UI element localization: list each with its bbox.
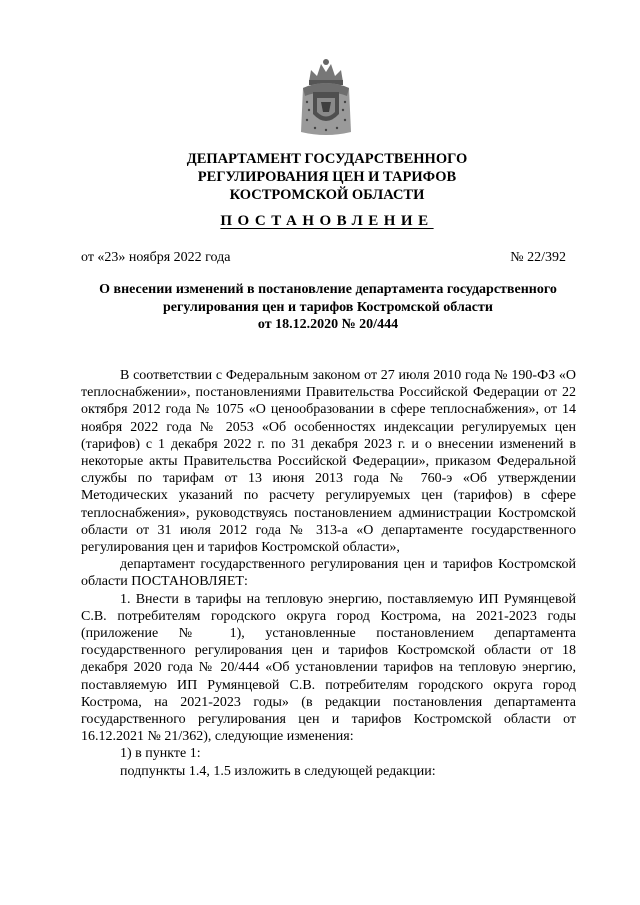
decree-date: от «23» ноября 2022 года: [81, 250, 231, 265]
subject-line-3: от 18.12.2020 № 20/444: [257, 317, 399, 332]
body-paragraph-item-1: 1. Внести в тарифы на тепловую энергию, поставляемую ИП Румянцевой С.В. потребителям городского округа город Кострома, на 2021-2023 годы (приложение № 1), установленные постановлением департамента государственного регулирования цен и тарифов Костромской области от 18 декабря 2020 года № 20/444 «Об установлении тарифов на тепловую энергию, поставляемую ИП Румянцевой С.В. потребителям городского округа город Кострома, на 2021-2023 годы» (в редакции постановления департамента государственного регулирования цен и тарифов Костромской области от 16.12.2021 № 21/362), следующие изменения:: [81, 591, 576, 745]
department-name: [100, 150, 554, 204]
department-line-1: ДЕПАРТАМЕНТ ГОСУДАРСТВЕННОГО: [186, 151, 468, 167]
decree-title: ПОСТАНОВЛЕНИЕ: [220, 213, 434, 229]
subject-line-2: регулирования цен и тарифов Костромской области: [163, 299, 493, 315]
coat-of-arms-icon: [299, 58, 353, 136]
department-line-3: КОСТРОМСКОЙ ОБЛАСТИ: [229, 187, 425, 203]
body-paragraph-resolves: департамент государственного регулирования цен и тарифов Костромской области ПОСТАНОВЛЯЕТ:: [81, 557, 576, 590]
body-paragraph-subitem: 1) в пункте 1:: [120, 746, 201, 762]
decree-subject: [80, 281, 576, 334]
decree-number: № 22/392: [510, 250, 566, 265]
decree-body: [81, 367, 576, 780]
body-paragraph-subclauses: подпункты 1.4, 1.5 изложить в следующей редакции:: [120, 763, 436, 779]
body-paragraph-preamble: В соответствии с Федеральным законом от 27 июля 2010 года № 190-ФЗ «О теплоснабжении», постановлениями Правительства Российской Федерации от 22 октября 2012 года № 1075 «О ценообразовании в сфере теплоснабжения», от 14 ноября 2022 года № 2053 «Об особенностях индексации регулируемых цен (тарифов) с 1 декабря 2022 г. по 31 декабря 2023 г. и о внесении изменений в некоторые акты Правительства Российской Федерации», приказом Федеральной службы по тарифам от 13 июня 2013 года № 760-э «Об утверждении Методических указаний по расчету регулируемых цен (тарифов) в сфере теплоснабжения», руководствуясь постановлением администрации Костромской области от 31 июля 2012 года № 313-а «О департаменте государственного регулирования цен и тарифов Костромской области»,: [81, 368, 576, 556]
subject-line-1: О внесении изменений в постановление департамента государственного: [99, 282, 557, 297]
department-line-2: РЕГУЛИРОВАНИЯ ЦЕН И ТАРИФОВ: [197, 169, 457, 185]
